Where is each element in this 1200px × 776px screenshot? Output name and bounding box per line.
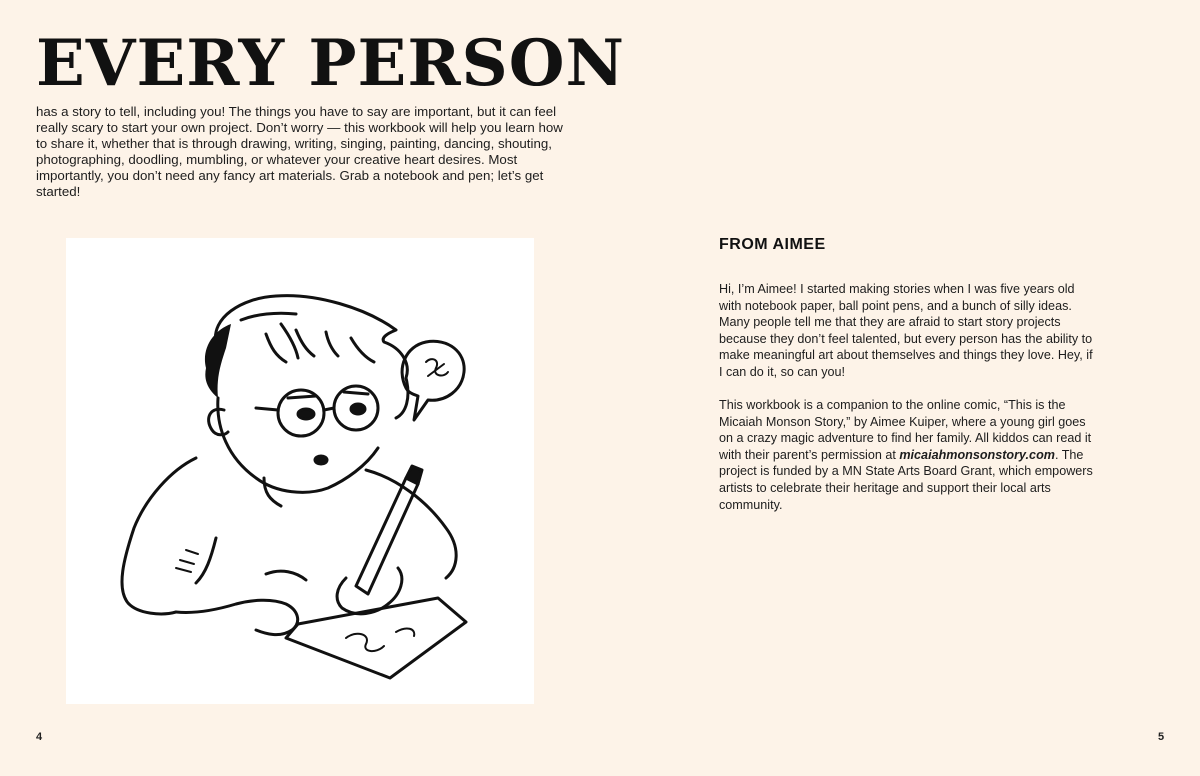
page-number-right: 5 (1158, 731, 1165, 743)
page-number-left: 4 (36, 731, 43, 743)
left-hand (176, 600, 298, 634)
pencil (356, 478, 418, 594)
page-title: EVERY PERSON (36, 26, 625, 101)
hair-outline (215, 296, 408, 418)
paper (286, 598, 466, 678)
intro-paragraph: has a story to tell, including you! The things you have to say are important, but it can feel really scary to start your own project. Don’t worry — this workbook will help you learn how to share it, whether that is through drawing, writing, singing, painting, dancing, shouting, photographing, doodling, mumbling, or whatever your creative heart desires. Most importantly, you don’t need any fancy art materials. Grab a notebook and pen; let’s get started! (36, 104, 563, 199)
body-paragraph-2 (719, 397, 1099, 513)
hair-fill (205, 324, 231, 398)
paragraph-2-text-start: This workbook is a companion to the online comic, “This is the Micaiah Monson Story,” by Aimee Kuiper, where a young girl goes on a crazy magic adventure to find her family. All kiddos can read it with their parent’s permission at (719, 398, 1092, 462)
illustration-girl-drawing (66, 238, 534, 704)
section-heading: FROM AIMEE (719, 236, 826, 253)
website-link[interactable]: micaiahmonsonstory.com (899, 447, 1055, 462)
paragraph-2-text-end: . The project is funded by a MN State Arts Board Grant, which empowers artists to celebrate their heritage and support their local arts community. (719, 447, 1093, 512)
speech-bubble (402, 341, 464, 420)
body-paragraph-1: Hi, I’m Aimee! I started making stories when I was five years old with notebook paper, ball point pens, and a bunch of silly ideas. Many people tell me that they are afraid to start story projects because they don’t feel talented, but every person has the ability to make meaningful art about themselves and things they love. Hey, if I can do it, so can you! (719, 282, 1093, 379)
shirt-outline (122, 458, 196, 614)
